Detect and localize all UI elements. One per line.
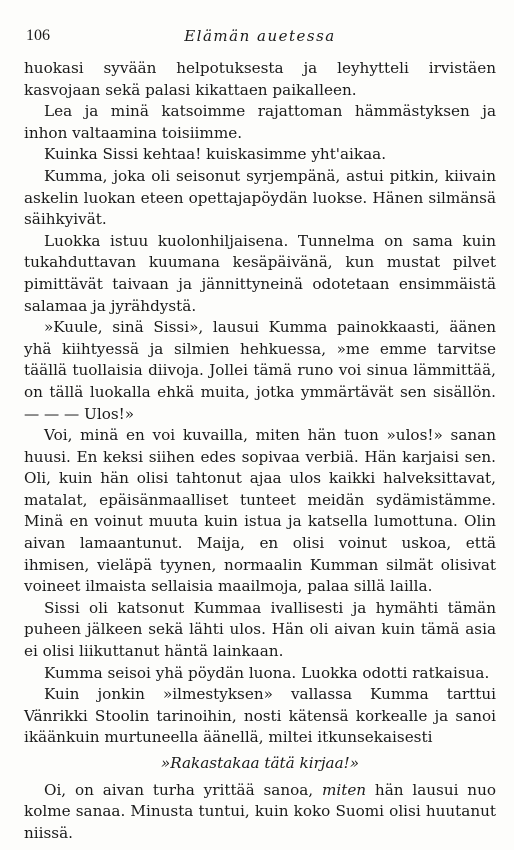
emphasized-word: miten	[321, 780, 367, 799]
paragraph-text: hän lausui nuo kolme sanaa. Minusta tuntui, kuin koko Suomi olisi huutanut niissä.	[24, 780, 496, 842]
paragraph: Kuin jonkin »ilmestyksen» vallassa Kumma tarttui Vänrikki Stoolin tarinoihin, nosti kätensä korkealle ja sanoi ikäänkuin murtuneella äänellä, miltei itkunsekaisesti	[24, 685, 496, 747]
paragraph: Kuinka Sissi kehtaa! kuiskasimme yht'aikaa.	[44, 145, 387, 164]
paragraph-continued: huokasi syvään helpotuksesta ja leyhytteli irvistäen kasvojaan sekä palasi kikattaen paikalleen.	[24, 59, 496, 99]
paragraph: Kumma seisoi yhä pöydän luona. Luokka odotti ratkaisua.	[44, 663, 490, 682]
paragraph-text: Oi, on aivan turha yrittää sanoa,	[44, 780, 322, 799]
page-header	[26, 27, 494, 49]
paragraph: Kumma, joka oli seisonut syrjempänä, astui pitkin, kiivain askelin luokan eteen opettajapöydän luokse. Hänen silmänsä säihkyivät.	[24, 166, 496, 229]
running-title: Elämän auetessa	[184, 27, 336, 45]
paragraph	[24, 780, 496, 845]
paragraph: »Kuule, sinä Sissi», lausui Kumma painokkaasti, äänen yhä kiihtyessä ja silmien hehkuessa, »me emme tarvitse täällä tuollaisia diivoja. Jollei tämä runo voi sinua lämmittää, on tällä luokalla ehkä muita, jotka ymmärtävät sen sisällön. — — — Ulos!»	[24, 318, 496, 423]
paragraph: Voi, minä en voi kuvailla, miten hän tuon »ulos!» sanan huusi. En keksi siihen edes sopivaa verbiä. Hän karjaisi sen. Oli, kuin hän olisi tahtonut ajaa ulos kaikki halveksittavat, matalat, epäisänmaalliset tunteet meidän sydämistämme. Minä en voinut muuta kuin istua ja katsella lumottuna. Olin aivan lamaantunut. Maija, en olisi voinut uskoa, että ihmisen, vieläpä tyynen, normaalin Kumman silmät olisivat voineet ilmaista sellaisia maailmoja, palaa sillä lailla.	[24, 426, 496, 596]
paragraph: Lea ja minä katsoimme rajattoman hämmästyksen ja inhon valtaamina toisiimme.	[24, 102, 496, 142]
paragraph: Luokka istuu kuolonhiljaisena. Tunnelma on sama kuin tukahduttavan kuumana kesäpäivänä, kun mustat pilvet pimittävät taivaan ja jännittyneinä odotetaan ensimmäistä salamaa ja jyrähdystä.	[24, 231, 496, 315]
quoted-exclamation: »Rakastakaa tätä kirjaa!»	[160, 754, 360, 772]
paragraph: Sissi oli katsonut Kummaa ivallisesti ja hymähti tämän puheen jälkeen sekä lähti ulos. Hän oli aivan kuin tämä asia ei olisi liikuttanut häntä lainkaan.	[24, 598, 496, 661]
page-number: 106	[26, 27, 50, 44]
body-text	[24, 58, 496, 844]
